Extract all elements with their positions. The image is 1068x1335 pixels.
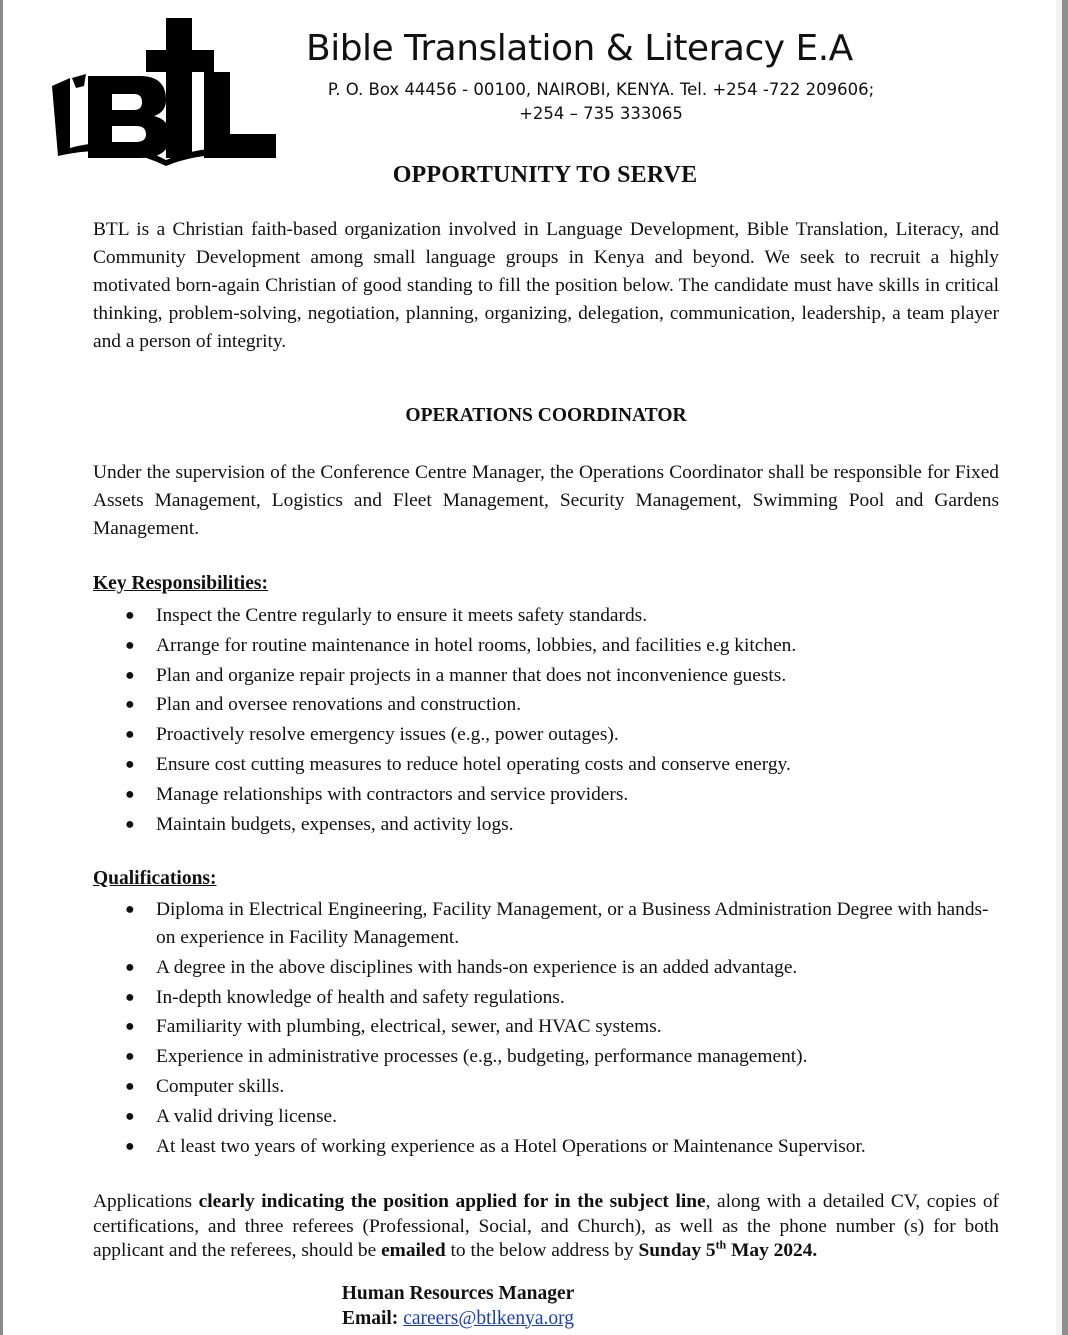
- btl-logo-icon: [48, 16, 280, 166]
- deadline: Sunday 5th May 2024.: [638, 1237, 818, 1261]
- list-item: ● In-depth knowledge of health and safety regulations.: [93, 984, 1003, 1012]
- document-title: OPPORTUNITY TO SERVE: [392, 162, 698, 188]
- position-title: OPERATIONS COORDINATOR: [405, 405, 687, 426]
- application-instructions: Applications clearly indicating the position applied for in the subject line, along with a detailed CV, copies of certifications, and three referees (Professional, Social, and Church), as well as the phone number (s) for both applicant and the referees, should be emailed to the below address by Sunday 5th May 2024.: [93, 1191, 999, 1261]
- bullet-icon: ●: [125, 988, 135, 1006]
- bullet-icon: ●: [125, 901, 135, 918]
- contact-role: Human Resources Manager: [341, 1283, 575, 1304]
- list-item: ● At least two years of working experience as a Hotel Operations or Maintenance Supervisor.: [93, 1133, 1003, 1161]
- organization-address: [306, 78, 896, 126]
- responsibilities-heading: Key Responsibilities:: [93, 573, 268, 594]
- email-link[interactable]: careers@btlkenya.org: [403, 1307, 575, 1329]
- emailed-emphasis: emailed: [381, 1240, 446, 1261]
- list-item: ● Maintain budgets, expenses, and activity logs.: [93, 810, 1003, 840]
- address-line-2: +254 – 735 333065: [519, 104, 683, 123]
- page-border-left: [0, 0, 3, 1335]
- qualifications-heading: Qualifications:: [93, 868, 217, 889]
- responsibilities-list: [93, 601, 1003, 839]
- position-summary: Under the supervision of the Conference Centre Manager, the Operations Coordinator shall be responsible for Fixed Assets Management, Logistics and Fleet Management, Security Management, Swimming Pool and Gardens Management.: [93, 462, 999, 539]
- bullet-icon: ●: [125, 755, 135, 773]
- list-item: ● Diploma in Electrical Engineering, Facility Management, or a Business Administration Degree with hands-on experience in Facility Management.: [93, 896, 1003, 952]
- address-line-1: P. O. Box 44456 - 00100, NAIROBI, KENYA. Tel. +254 -722 209606;: [327, 80, 875, 99]
- bullet-icon: ●: [125, 1137, 135, 1155]
- list-item: ● A valid driving license.: [93, 1103, 1003, 1131]
- list-item: ● Plan and oversee renovations and construction.: [93, 690, 1003, 720]
- list-item: ● Proactively resolve emergency issues (e.g., power outages).: [93, 720, 1003, 750]
- page-border-right: [1062, 0, 1068, 1335]
- contact-block: [0, 1282, 916, 1331]
- bullet-icon: ●: [125, 1048, 135, 1066]
- qualifications-list: [93, 896, 1003, 1162]
- bullet-icon: ●: [125, 1018, 135, 1036]
- list-item: ● A degree in the above disciplines with hands-on experience is an added advantage.: [93, 954, 1003, 982]
- list-item: ● Plan and organize repair projects in a manner that does not inconvenience guests.: [93, 661, 1003, 691]
- list-item: ● Arrange for routine maintenance in hotel rooms, lobbies, and facilities e.g kitchen.: [93, 631, 1003, 661]
- bullet-icon: ●: [125, 815, 135, 833]
- bullet-icon: ●: [125, 958, 135, 976]
- bullet-icon: ●: [125, 785, 135, 803]
- list-item: ● Computer skills.: [93, 1073, 1003, 1101]
- contact-email-line: Email: careers@btlkenya.org: [341, 1307, 575, 1329]
- organization-name: Bible Translation & Literacy E.A: [306, 28, 853, 69]
- intro-paragraph: BTL is a Christian faith-based organization involved in Language Development, Bible Translation, Literacy, and Community Development among small language groups in Kenya and beyond. We seek to recruit a highly motivated born-again Christian of good standing to fill the position below. The candidate must have skills in critical thinking, problem-solving, negotiation, planning, organizing, delegation, communication, leadership, a team player and a person of integrity.: [93, 219, 999, 352]
- subject-line-emphasis: clearly indicating the position applied for in the subject line: [198, 1191, 706, 1212]
- bullet-icon: ●: [125, 696, 135, 714]
- bullet-icon: ●: [125, 726, 135, 744]
- list-item: ● Familiarity with plumbing, electrical, sewer, and HVAC systems.: [93, 1013, 1003, 1041]
- bullet-icon: ●: [125, 1107, 135, 1125]
- bullet-icon: ●: [125, 607, 135, 624]
- bullet-icon: ●: [125, 666, 135, 684]
- bullet-icon: ●: [125, 636, 135, 654]
- list-item: ● Inspect the Centre regularly to ensure it meets safety standards.: [93, 601, 1003, 631]
- list-item: ● Manage relationships with contractors and service providers.: [93, 780, 1003, 810]
- bullet-icon: ●: [125, 1077, 135, 1095]
- list-item: ● Experience in administrative processes (e.g., budgeting, performance management).: [93, 1043, 1003, 1071]
- list-item: ● Ensure cost cutting measures to reduce hotel operating costs and conserve energy.: [93, 750, 1003, 780]
